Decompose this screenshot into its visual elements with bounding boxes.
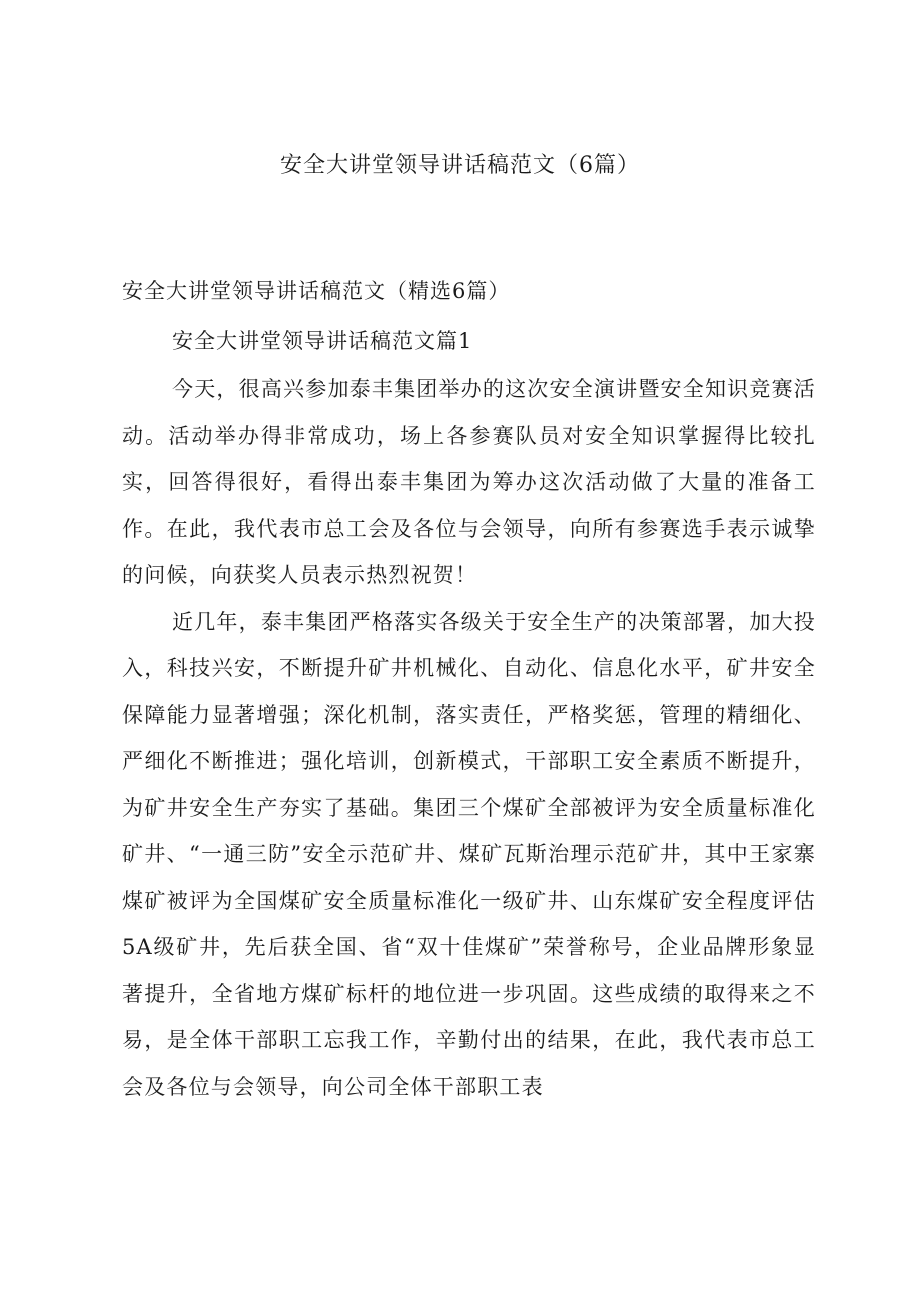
body-text xyxy=(122,366,816,1110)
document-subtitle: 安全大讲堂领导讲话稿范文（精选6篇） xyxy=(122,279,511,303)
section-heading: 安全大讲堂领导讲话稿范文篇1 xyxy=(172,329,473,353)
document-title: 安全大讲堂领导讲话稿范文（6篇） xyxy=(280,153,640,178)
paragraph: 今天，很高兴参加泰丰集团举办的这次安全演讲暨安全知识竞赛活动。活动举办得非常成功，场上各参赛队员对安全知识掌握得比较扎实，回答得很好，看得出泰丰集团为筹办这次活动做了大量的准备工作。在此，我代表市总工会及各位与会领导，向所有参赛选手表示诚挚的问候，向获奖人员表示热烈祝贺！ xyxy=(122,377,816,587)
paragraph: 近几年，泰丰集团严格落实各级关于安全生产的决策部署，加大投入，科技兴安，不断提升矿井机械化、自动化、信息化水平，矿井安全保障能力显著增强；深化机制，落实责任，严格奖惩，管理的精细化、严细化不断推进；强化培训，创新模式，干部职工安全素质不断提升，为矿井安全生产夯实了基础。集团三个煤矿全部被评为安全质量标准化矿井、“一通三防”安全示范矿井、煤矿瓦斯治理示范矿井，其中王家寨煤矿被评为全国煤矿安全质量标准化一级矿井、山东煤矿安全程度评估5A级矿井，先后获全国、省“双十佳煤矿”荣誉称号，企业品牌形象显著提升，全省地方煤矿标杆的地位进一步巩固。这些成绩的取得来之不易，是全体干部职工忘我工作，辛勤付出的结果，在此，我代表市总工会及各位与会领导，向公司全体干部职工表 xyxy=(122,609,816,1099)
